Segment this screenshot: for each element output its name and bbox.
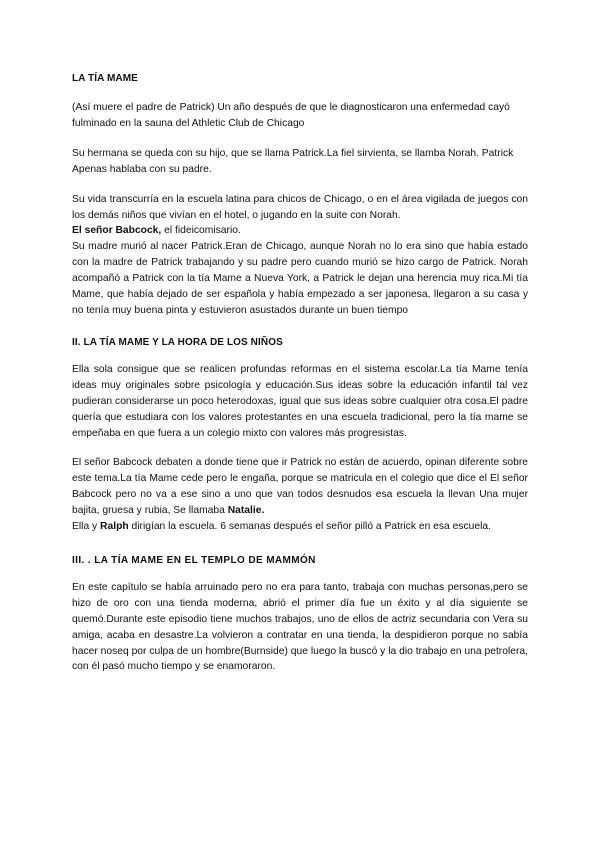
- babcock-role: el fideicomisario.: [161, 225, 241, 237]
- section-2-paragraph-2: [72, 455, 528, 519]
- section-2-paragraph-3: [72, 519, 528, 535]
- natalie-name: Natalie.: [227, 505, 265, 517]
- ralph-name: Ralph: [100, 521, 129, 533]
- section-1-babcock-line: [72, 223, 528, 239]
- section-3-title: III. . LA TÍA MAME EN EL TEMPLO DE MAMMÓN: [72, 554, 316, 566]
- section-3-paragraph-1: En este capítulo se había arruinado pero no era para tanto, trabaja con muchas personas,pero se hizo de oro con una tienda moderna, abrió el primer día fue un éxito y al día siguiente se quemó.Durante este episodio tiene muchos trabajos, uno de ellos de actriz secundaria con Vera su amiga, acaba en desastre.La volvieron a contratar en una tienda, la despidieron porque no sabía hacer noseq por culpa de un hombre(Burnside) que luego la buscó y la dio trabajo en una petrolera, con él pasó mucho tiempo y se enamoraron.: [72, 581, 528, 673]
- section-1-title: LA TÍA MAME: [72, 73, 138, 84]
- section-1-paragraph-3: Su vida transcurría en la escuela latina para chicos de Chicago, o en el área vigilada de juegos con los demás niños que vivían en el hotel, o jugando en la suite con Norah.: [72, 193, 528, 221]
- ralph-rest-text: dirigían la escuela. 6 semanas después el señor pilló a Patrick en esa escuela.: [128, 521, 491, 533]
- babcock-name: El señor Babcock,: [72, 225, 162, 237]
- section-1-paragraph-1: (Así muere el padre de Patrick) Un año después de que le diagnosticaron una enfermedad cayó fulminado en la sauna del Athletic Club de Chicago: [72, 102, 510, 129]
- debate-text: El señor Babcock debaten a donde tiene que ir Patrick no están de acuerdo, opinan diferente sobre este tema.La tía Mame cede pero le engaña, porque se matricula en el colegio que dice el El señor Babcock pero no va a ese sino a uno que van todos desnudos esa escuela la llevan Una mujer bajita, gruesa y rubia, Se llamaba: [72, 457, 528, 517]
- section-2-paragraph-1: Ella sola consigue que se realicen profundas reformas en el sistema escolar.La tía Mame tenía ideas muy originales sobre psicología y educación.Sus ideas sobre la educación infantil tal vez pudieran considerarse un poco heterodoxas, igual que sus ideas sobre cualquier otra cosa.El padre quería que estudiara con los valores protestantes en una escuela tradicional, pero la tía mame se empeñaba en que fuera a un colegio mixto con valores más progresistas.: [72, 363, 528, 439]
- section-1-paragraph-2: Su hermana se queda con su hijo, que se llama Patrick.La fiel sirvienta, se llamba Norah. Patrick Apenas hablaba con su padre.: [72, 147, 514, 175]
- ella-y-text: Ella y: [72, 521, 101, 533]
- section-1-paragraph-4: Su madre murió al nacer Patrick.Eran de Chicago, aunque Norah no lo era sino que había estado con la madre de Patrick trabajando y su padre pero cuando murió se hizo cargo de Patrick. Norah acompañó a Patrick con la tía Mame a Nueva York, a Patrick le dejan una herencia muy rica.Mi tía Mame, que había dejado de ser española y había empezado a ser japonesa, llegaron a su casa y no tenía muy buena pinta y estuvieron asustados durante un buen tiempo: [72, 241, 528, 316]
- section-2-title: II. LA TÍA MAME Y LA HORA DE LOS NIÑOS: [72, 336, 283, 348]
